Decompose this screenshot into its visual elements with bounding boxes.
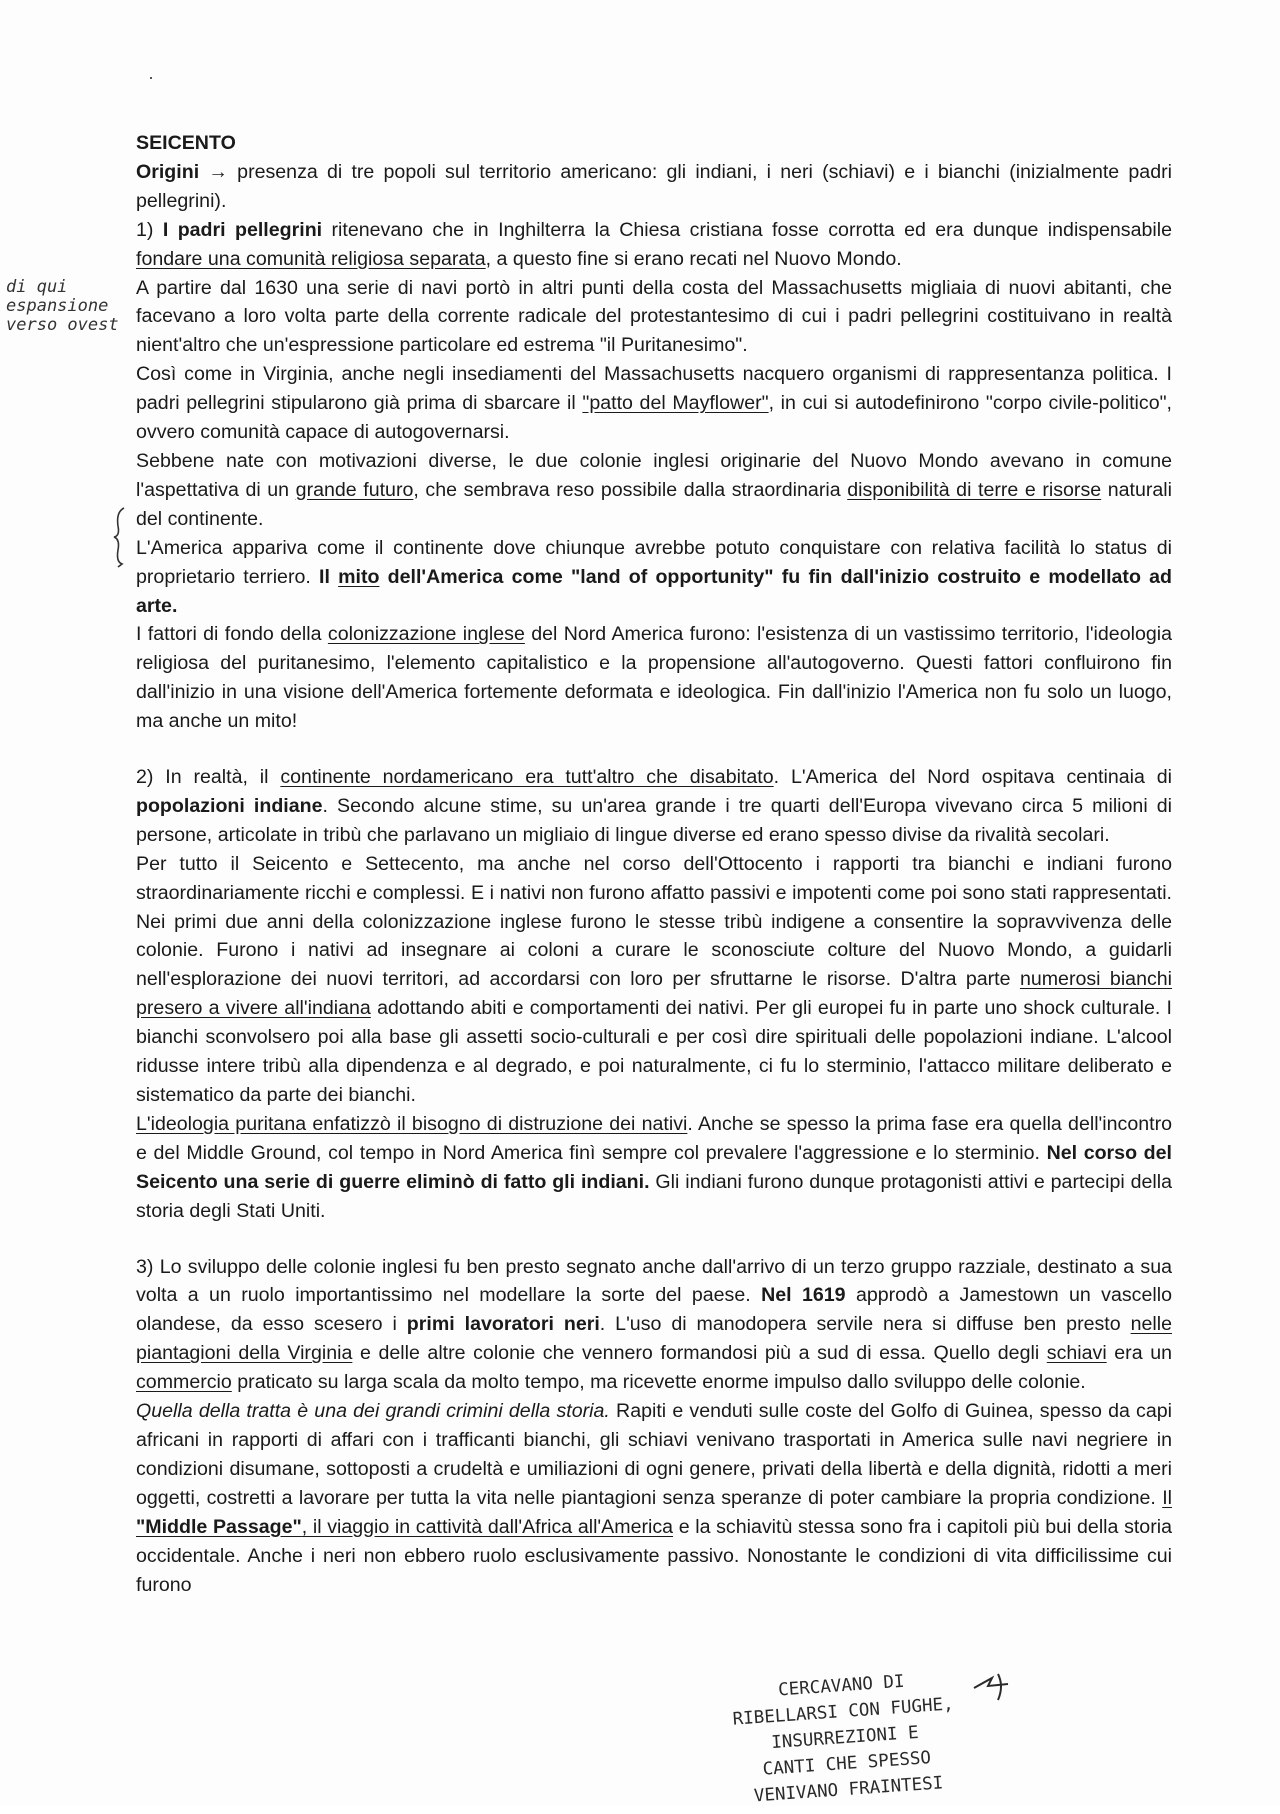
scan-speck [150,77,152,79]
bold-phrase: dell'America come "land of opportunity" fu fin dall'inizio costruito e modellato ad arte. [136,565,1172,617]
text-run: approdò a Jamestown un vascello olandese, da esso scesero i [136,1284,1172,1336]
underlined-phrase: nelle piantagioni della Virginia [136,1313,1172,1365]
underlined-phrase: , il viaggio in cattività dall'Africa all'America [301,1515,674,1538]
bold-phrase: I padri pellegrini [162,218,323,241]
underlined-phrase: L'ideologia puritana enfatizzò il bisogno di distruzione dei nativi [136,1112,688,1135]
text-run: , che sembrava reso possibile dalla straordinaria [413,478,841,501]
bold-phrase: Il [319,565,330,588]
section-3-paragraph-1 [136,1253,1172,1398]
margin-annotation-line: verso ovest [6,315,119,335]
margin-annotation-line: di qui [6,277,68,297]
text-run: praticato su larga scala da molto tempo, ma ricevette enorme impulso dallo sviluppo delle colonie. [237,1371,1086,1394]
underlined-phrase: continente nordamericano era tutt'altro che disabitato [280,766,774,789]
text-run: 3) Lo sviluppo delle colonie inglesi fu ben presto segnato anche dall'arrivo di un terzo gruppo razziale, destinato a sua volta a un ruolo importantissimo nel modellare la sorte del paese. [136,1255,1172,1307]
text-run: I fattori di fondo della [136,623,322,646]
underlined-bold-phrase: "Middle Passage" [136,1515,302,1538]
text-run: . L'uso di manodopera servile nera si diffuse ben presto [599,1313,1121,1336]
origini-label: Origini [136,160,200,183]
text-run: , a questo fine si erano recati nel Nuovo Mondo. [485,247,902,270]
text-run: . Secondo alcune stime, su un'area grande i tre quarti dell'Europa vivevano circa 5 milioni di persone, articolate in tribù che parlavano un migliaio di lingue diverse ed erano spesso divise da rivalità secolari. [136,794,1173,846]
section-2-paragraph-1 [136,763,1172,850]
text-run: Per tutto il Seicento e Settecento, ma anche nel corso dell'Ottocento i rapporti tra bianchi e indiani furono straordinariamente ricchi e complessi. E i nativi non furono affatto passivi e impotenti come poi sono stati rappresentati. Nei primi due anni della colonizzazione inglese furono le stesse tribù indigene a consentire la sopravvivenza delle colonie. Furono i nativi ad insegnare ai coloni a curare le sconosciute colture del Nuovo Mondo, a guidarli nell'esplorazione dei nuovi territori, ad accordarsi con loro per sfruttarne le risorse. D'altra parte [136,852,1172,991]
handwritten-note [676,1662,1014,1814]
underlined-phrase: schiavi [1046,1342,1107,1365]
text-run: Sebbene nate con motivazioni diverse, le due colonie inglesi originarie del Nuovo Mondo avevano in comune l'aspettativa di un [136,449,1172,501]
handwritten-note-line: VENIVANO FRAINTESI [753,1773,944,1807]
document-title: SEICENTO [136,132,236,154]
text-run: Rapiti e venduti sulle coste del Golfo di Guinea, spesso da capi africani in rapporti di affari con i trafficanti bianchi, gli schiavi venivano trasportati in America sulle navi negriere in condizioni disumane, sottoposti a crudeltà e umiliazioni di ogni genere, privati della libertà e della dignità, ridotti a meri oggetti, costretti a lavorare per tutta la vita nelle piantagioni senza speranze di poter cambiare la propria condizione. [136,1400,1172,1509]
arrow-icon: → [208,160,228,183]
text-run: Gli indiani furono dunque protagonisti attivi e partecipi della storia degli Stati Uniti. [136,1170,1172,1222]
underlined-phrase: numerosi bianchi presero a vivere all'indiana [136,968,1173,1020]
bold-phrase: primi lavoratori neri [406,1313,600,1336]
handwritten-note-line: RIBELLARSI CON FUGHE, [732,1694,955,1730]
underlined-phrase: commercio [136,1371,232,1394]
text-run: . Anche se spesso la prima fase era quella dell'incontro e del Middle Ground, col tempo in Nord America finì sempre col prevalere l'aggressione e lo sterminio. [136,1112,1172,1164]
margin-annotation-line: espansione [6,296,109,316]
bold-phrase: Nel 1619 [761,1284,846,1307]
underlined-phrase: colonizzazione inglese [327,623,525,646]
text-run: L'America appariva come il continente dove chiunque avrebbe potuto conquistare con relativa facilità lo status di proprietario terriero. [136,536,1172,588]
paragraph-6 [136,620,1172,736]
bold-phrase: popolazioni indiane [136,794,323,817]
text-run: adottando abiti e comportamenti dei nativi. Per gli europei fu in parte uno shock culturale. I bianchi sconvolsero poi alla base gli assetti socio-culturali e per così dire spirituali delle popolazioni indiane. L'alcool ridusse intere tribù alla dipendenza e al degrado, e poi naturalmente, ci fu lo sterminio, l'attacco militare deliberato e sistematico da parte dei bianchi. [136,997,1172,1106]
text-run: del Nord America furono: l'esistenza di un vastissimo territorio, l'ideologia religiosa del puritanesimo, l'elemento capitalistico e la propensione all'autogoverno. Questi fattori confluirono fin dall'inizio in una visione dell'America fortemente deformata e ideologica. Fin dall'inizio l'America non fu solo un luogo, ma anche un mito! [136,623,1172,733]
paragraph-4 [136,447,1172,534]
underlined-phrase: grande futuro [295,478,414,501]
text-run: , in cui si autodefinirono "corpo civile-politico", ovvero comunità capace di autogovernarsi. [136,392,1172,444]
section-3-paragraph-2 [136,1397,1172,1599]
italic-phrase: Quella della tratta è una dei grandi crimini della storia. [136,1400,610,1423]
section-2-paragraph-3 [136,1110,1172,1226]
item-number: 1) [136,218,154,241]
handwritten-note-line: CANTI CHE SPESSO [762,1748,932,1780]
handwritten-note-line: CERCAVANO DI [777,1671,906,1701]
origini-paragraph [136,158,1172,216]
underlined-bold-phrase: mito [338,565,380,588]
paragraph-1 [136,216,1172,274]
handwritten-arrow-icon [968,1668,1016,1708]
margin-bracket-icon [112,506,128,568]
bold-phrase: Nel corso del Seicento una serie di guerre eliminò di fatto gli indiani. [136,1141,1172,1193]
handwritten-note-line: INSURREZIONI E [770,1722,920,1754]
text-run: 2) In realtà, il [136,766,269,789]
text-run: Così come in Virginia, anche negli insediamenti del Massachusetts nacquero organismi di rappresentanza politica. I padri pellegrini stipularono già prima di sbarcare il [136,363,1172,415]
underlined-phrase: Il [1162,1486,1173,1509]
underlined-phrase: fondare una comunità religiosa separata [136,247,486,270]
text-run: . L'America del Nord ospitava centinaia di [773,766,1172,789]
text-run: naturali del continente. [136,478,1173,530]
text-run: e delle altre colonie che vennero formandosi più a sud di essa. Quello degli [359,1342,1040,1365]
text-run: ritenevano che in Inghilterra la Chiesa cristiana fosse corrotta ed era dunque indispensabile [331,218,1172,241]
underlined-phrase: disponibilità di terre e risorse [847,478,1102,501]
paragraph-5 [136,534,1172,621]
paragraph-3 [136,360,1172,447]
text-run: e la schiavitù stessa sono fra i capitoli più bui della storia occidentale. Anche i neri non ebbero ruolo esclusivamente passivo. Nonostante le condizioni di vita difficilissime cui furono [136,1515,1172,1596]
underlined-phrase: "patto del Mayflower" [582,392,769,415]
origini-text: presenza di tre popoli sul territorio americano: gli indiani, i neri (schiavi) e i bianchi (inizialmente padri pellegrini). [136,160,1172,212]
text-run: era un [1114,1342,1172,1365]
document-body [136,129,1172,1599]
margin-annotation [6,278,126,335]
paragraph-2: A partire dal 1630 una serie di navi portò in altri punti della costa del Massachusetts migliaia di nuovi abitanti, che facevano a loro volta parte della corrente radicale del protestantesimo di cui i padri pellegrini costituivano in realtà nient'altro che un'espressione particolare ed estrema "il Puritanesimo". [136,276,1172,357]
section-2-paragraph-2 [136,850,1172,1110]
